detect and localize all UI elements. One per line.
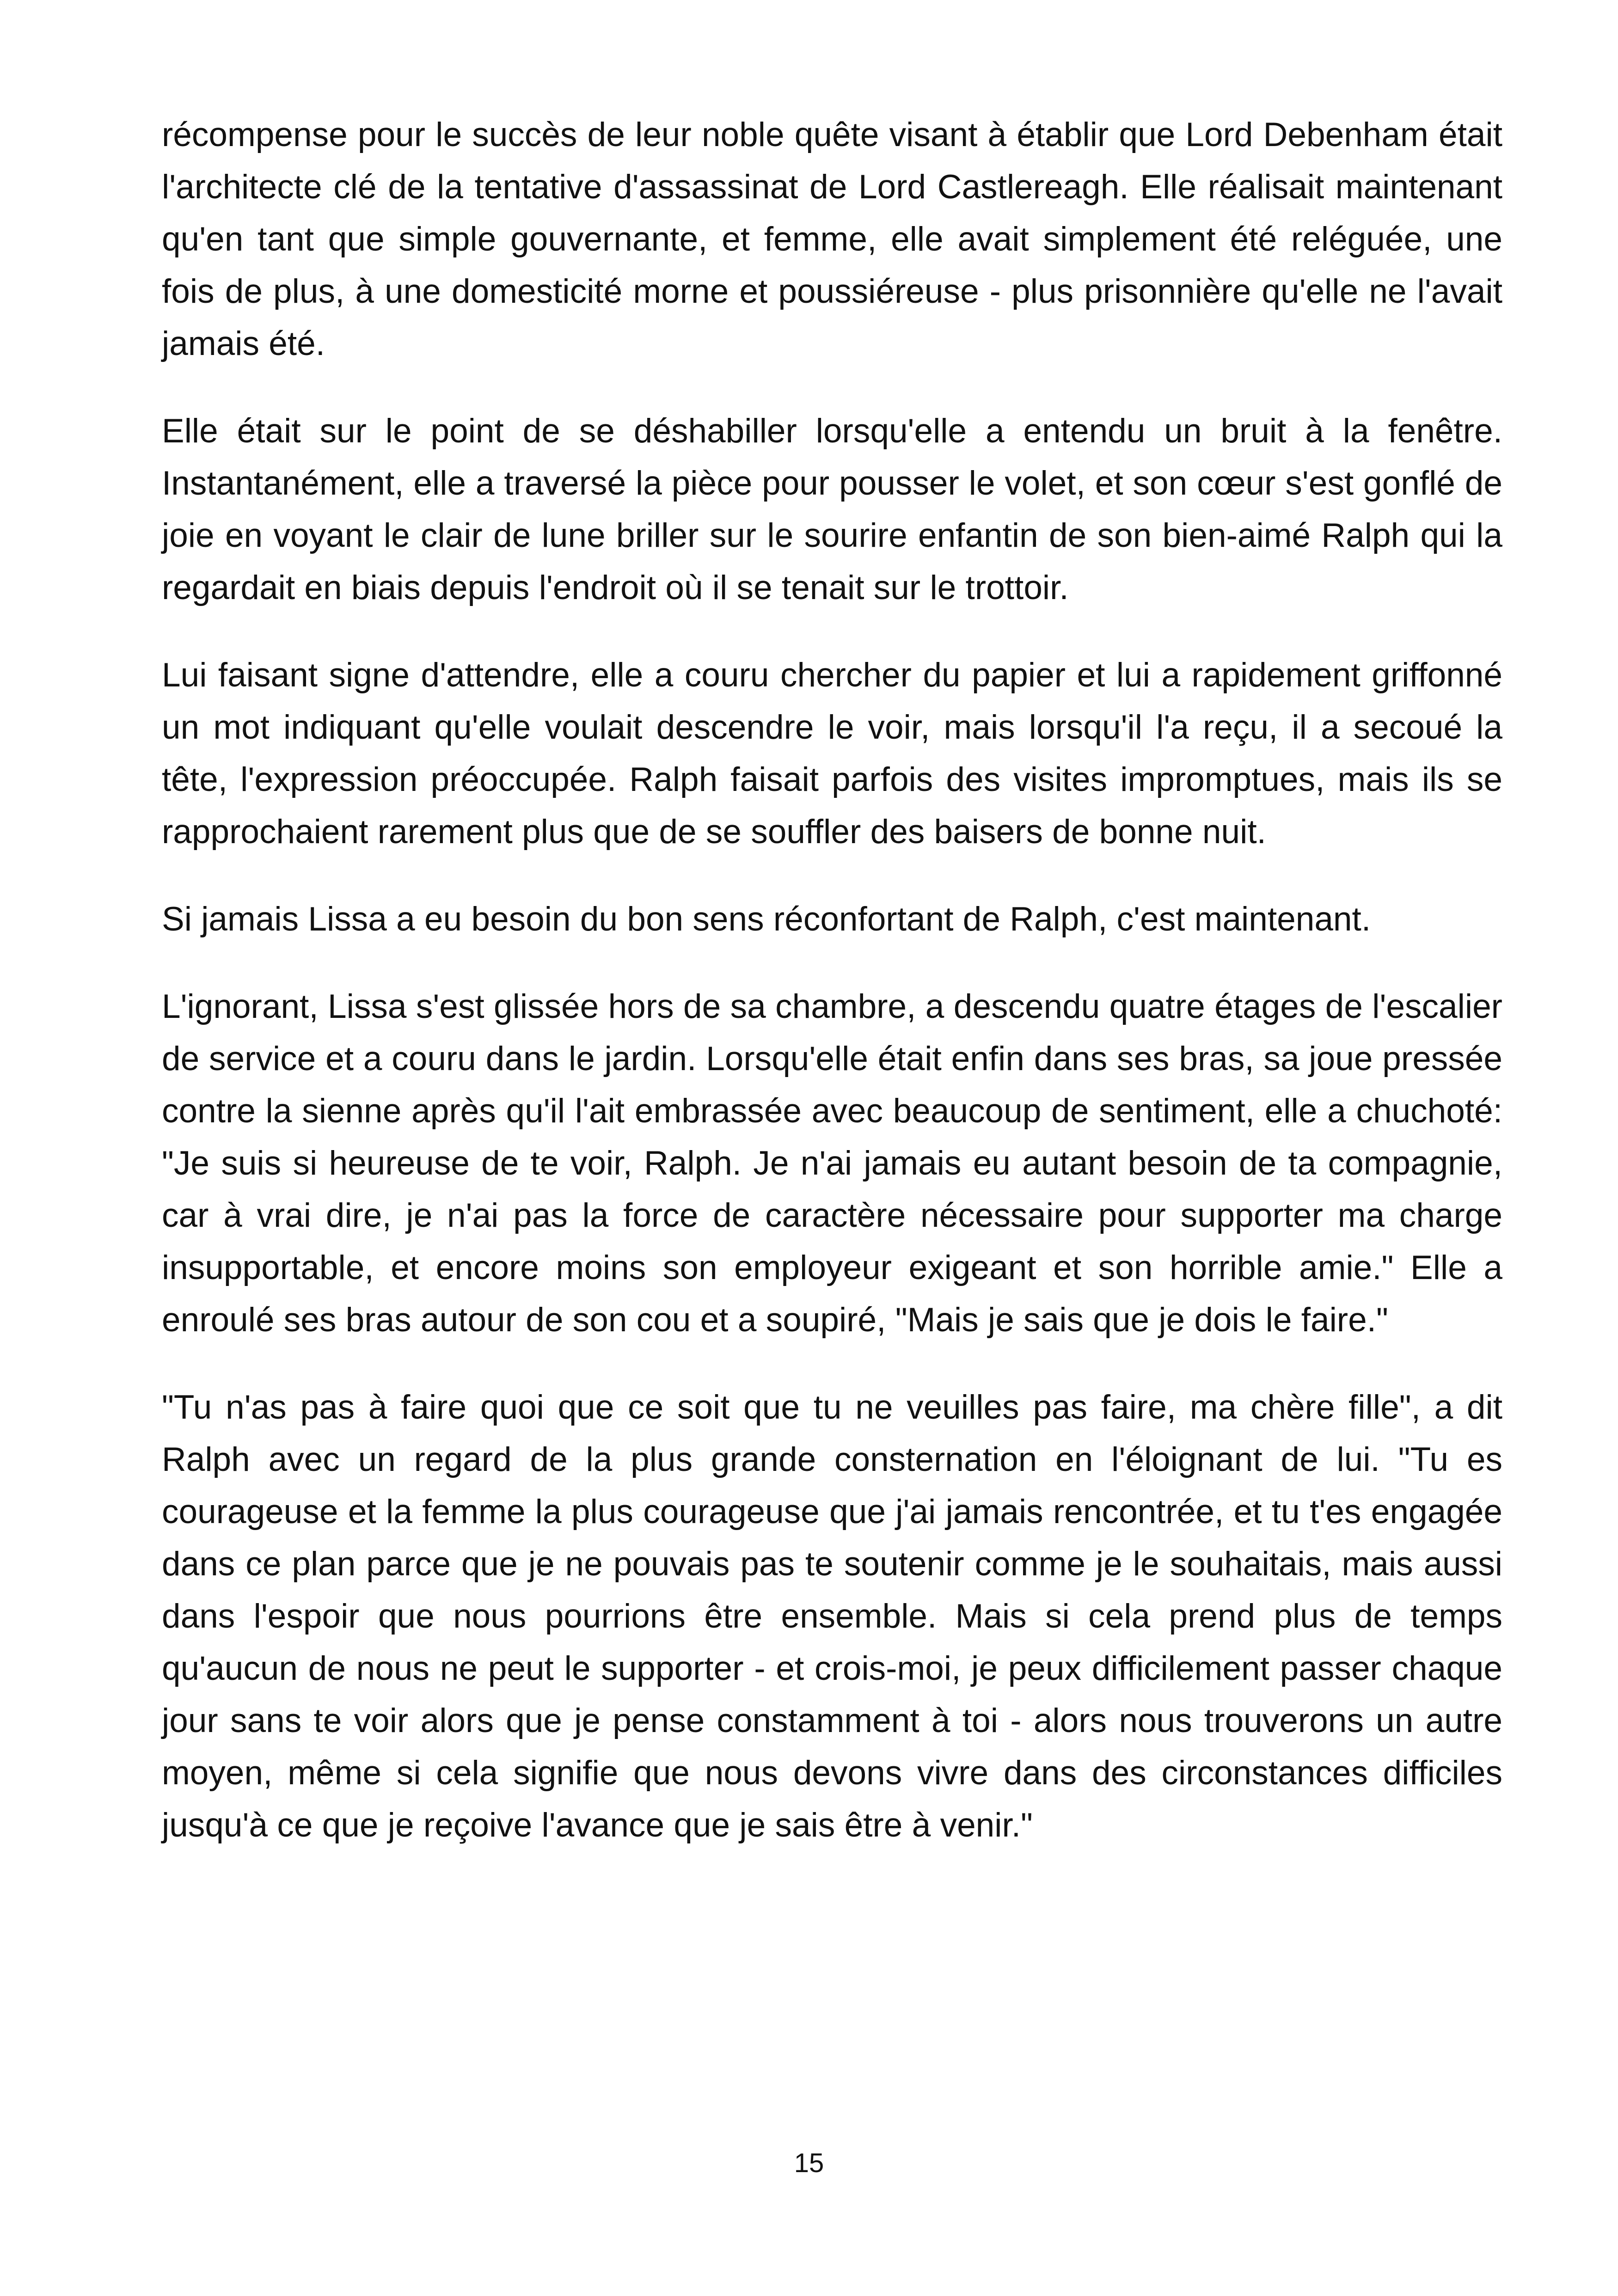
paragraph: récompense pour le succès de leur noble quête visant à établir que Lord Debenham était l'architecte clé de la tentative d'assassinat de Lord Castlereagh. Elle réalisait maintenant qu'en tant que simple gouvernante, et femme, elle avait simplement été reléguée, une fois de plus, à une domesticité morne et poussiéreuse - plus prisonnière qu'elle ne l'avait jamais été.	[162, 116, 1502, 362]
paragraph: "Tu n'as pas à faire quoi que ce soit que tu ne veuilles pas faire, ma chère fille", a dit Ralph avec un regard de la plus grande consternation en l'éloignant de lui. "Tu es courageuse et la femme la plus courageuse que j'ai jamais rencontrée, et tu t'es engagée dans ce plan parce que je ne pouvais pas te soutenir comme je le souhaitais, mais aussi dans l'espoir que nous pourrions être ensemble. Mais si cela prend plus de temps qu'aucun de nous ne peut le supporter - et crois-moi, je peux difficilement passer chaque jour sans te voir alors que je pense constamment à toi - alors nous trouverons un autre moyen, même si cela signifie que nous devons vivre dans des circonstances difficiles jusqu'à ce que je reçoive l'avance que je sais être à venir."	[162, 1389, 1502, 1844]
paragraph: Si jamais Lissa a eu besoin du bon sens réconfortant de Ralph, c'est maintenant.	[162, 900, 1371, 938]
paragraph: L'ignorant, Lissa s'est glissée hors de sa chambre, a descendu quatre étages de l'escalier de service et a couru dans le jardin. Lorsqu'elle était enfin dans ses bras, sa joue pressée contre la sienne après qu'il l'ait embrassée avec beaucoup de sentiment, elle a chuchoté: "Je suis si heureuse de te voir, Ralph. Je n'ai jamais eu autant besoin de ta compagnie, car à vrai dire, je n'ai pas la force de caractère nécessaire pour supporter ma charge insupportable, et encore moins son employeur exigeant et son horrible amie." Elle a enroulé ses bras autour de son cou et a soupiré, "Mais je sais que je dois le faire."	[162, 988, 1502, 1339]
document-body	[162, 109, 1502, 1851]
paragraph: Elle était sur le point de se déshabiller lorsqu'elle a entendu un bruit à la fenêtre. Instantanément, elle a traversé la pièce pour pousser le volet, et son cœur s'est gonflé de joie en voyant le clair de lune briller sur le sourire enfantin de son bien-aimé Ralph qui la regardait en biais depuis l'endroit où il se tenait sur le trottoir.	[162, 412, 1502, 606]
paragraph: Lui faisant signe d'attendre, elle a couru chercher du papier et lui a rapidement griffonné un mot indiquant qu'elle voulait descendre le voir, mais lorsqu'il l'a reçu, il a secoué la tête, l'expression préoccupée. Ralph faisait parfois des visites impromptues, mais ils se rapprochaient rarement plus que de se souffler des baisers de bonne nuit.	[162, 656, 1502, 851]
page-number: 15	[794, 2148, 824, 2178]
